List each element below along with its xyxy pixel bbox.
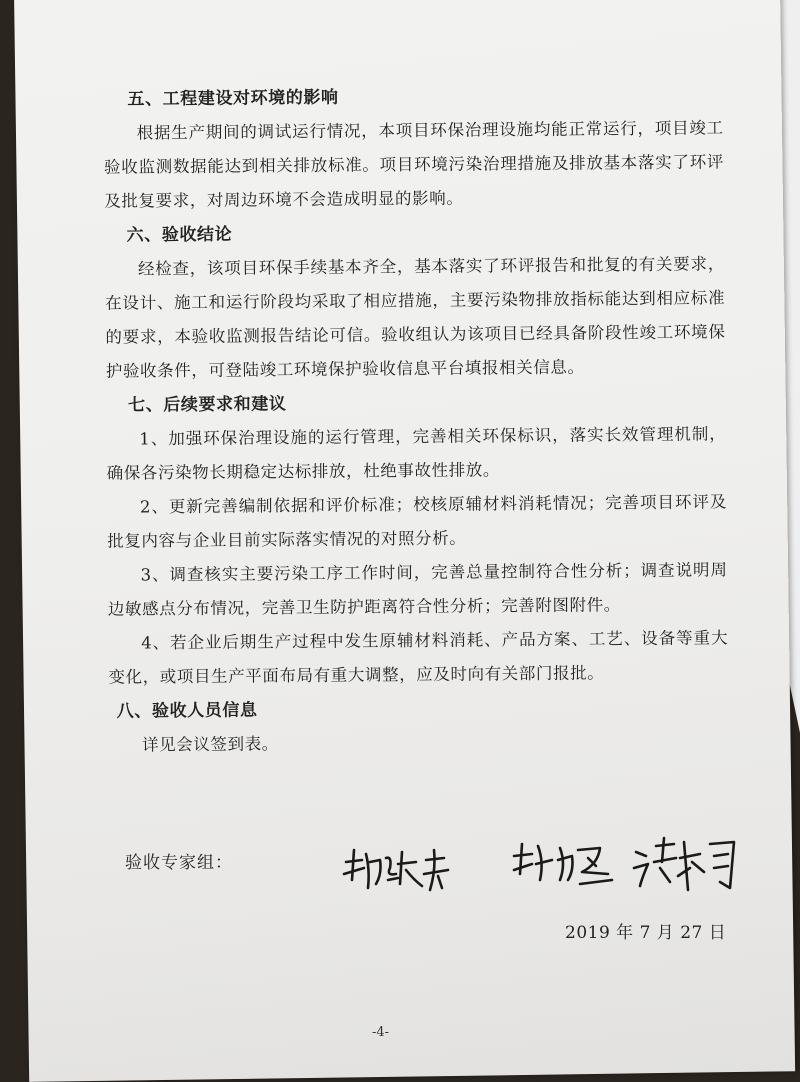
signature-1 — [340, 840, 460, 900]
section-7-item-4: 4、若企业后期生产过程中发生原辅材料消耗、产品方案、工艺、设备等重大变化，或项目生产平面布局有重大调整，应及时向有关部门报批。 — [108, 628, 729, 687]
section-5-paragraph: 根据生产期间的调试运行情况，本项目环保治理设施均能正常运行，项目竣工验收监测数据能达到相关排放标准。项目环境污染治理措施及排放基本落实了环评及批复要求，对周边环境不会造成明显的影响。 — [103, 118, 725, 211]
document-date: 2019 年 7 月 27 日 — [565, 923, 727, 943]
section-8-paragraph: 详见会议签到表。 — [141, 734, 279, 755]
section-7-item-1: 1、加强环保治理设施的运行管理，完善相关环保标识，落实长效管理机制，确保各污染物长期稳定达标排放，杜绝事故性排放。 — [106, 424, 727, 483]
signature-row — [125, 840, 765, 900]
section-5-title: 五、工程建设对环境的影响 — [127, 87, 339, 110]
section-6-paragraph: 经检查，该项目环保手续基本齐全，基本落实了环评报告和批复的有关要求，在设计、施工和运行阶段均采取了相应措施，主要污染物排放指标能达到相应标准的要求，本验收监测报告结论可信。验收组认为该项目已经具备阶段性竣工环境保护验收条件，可登陆竣工环境保护验收信息平台填报相关信息。 — [105, 254, 726, 381]
signature-3 — [630, 832, 750, 898]
section-7-item-2: 2、更新完善编制依据和评价标准；校核原辅材料消耗情况；完善项目环评及批复内容与企业目前实际落实情况的对照分析。 — [107, 492, 728, 551]
document-body — [103, 77, 729, 762]
signature-2 — [510, 834, 620, 894]
section-8-title: 八、验收人员信息 — [116, 700, 258, 722]
signature-label: 验收专家组： — [125, 853, 233, 873]
section-7-title: 七、后续要求和建议 — [128, 394, 287, 416]
section-7-item-3: 3、调查核实主要污染工序工作时间，完善总量控制符合性分析；调查说明周边敏感点分布情况，完善卫生防护距离符合性分析；完善附图附件。 — [107, 560, 728, 619]
page-number: -4- — [372, 1025, 390, 1040]
section-6-title: 六、验收结论 — [126, 224, 233, 246]
